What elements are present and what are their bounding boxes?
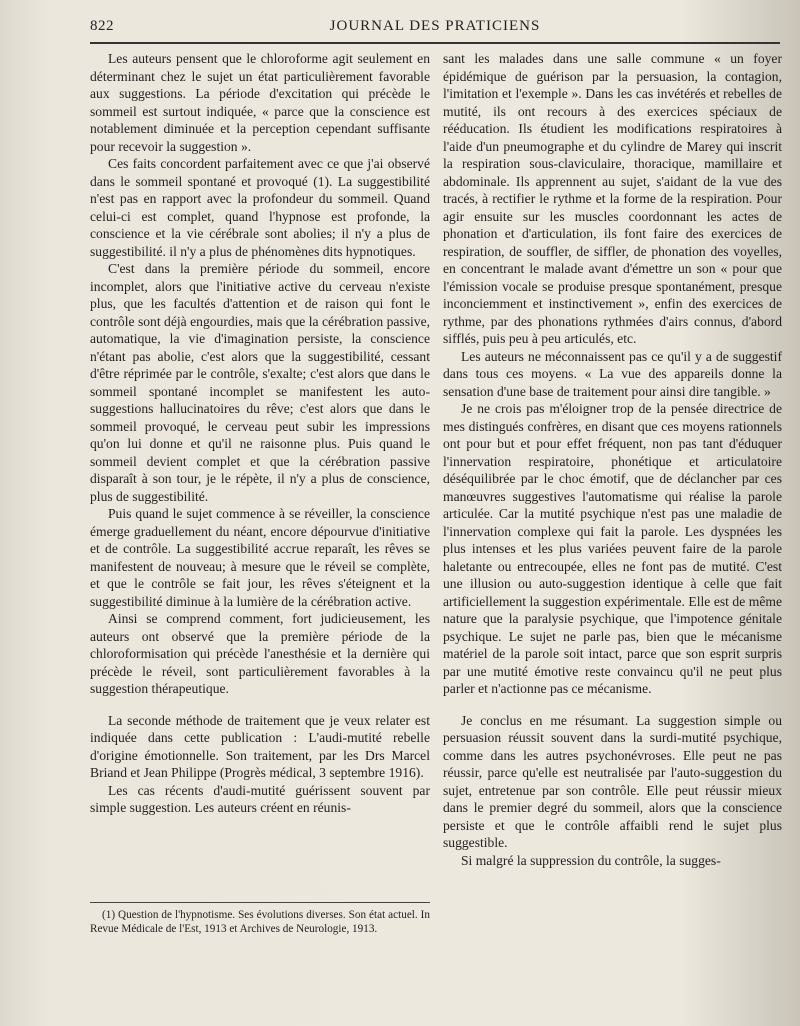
- running-title: JOURNAL DES PRATICIENS: [329, 18, 541, 34]
- footnote-rule: [90, 902, 430, 903]
- paragraph: Si malgré la suppression du contrôle, la sugges-: [461, 852, 721, 868]
- footnote: (1) Question de l'hypnotisme. Ses évolutions diverses. Son état actuel. In Revue Médicale de l'Est, 1913 et Archives de Neurologie, 1913.: [90, 909, 430, 935]
- paragraph: sant les malades dans une salle commune « un foyer épidémique de guérison par la persuasion, la contagion, l'imitation et l'exemple ». Dans les cas invétérés et rebelles de mutité, ils ont recours à des exercices spéciaux de rééducation. Ils étudient les modifications respiratoires à l'aide d'un pneumographe et du cylindre de Marey qui inscrit la respiration sous-claviculaire, thoracique, mamillaire et abdominale. Ils apprennent au sujet, s'aidant de la vue des tracés, à rectifier le rythme et la forme de la respiration. Pour agir ensuite sur les muscles coordonnant les actes de phonation et d'articulation, ils font faire des exercices de respiration, de souffler, de siffler, de phonation des voyelles, en concentrant le malade avant d'émettre un son « pour que l'émission vocale se produise presque spontanément, presque inconciemment et instinctivement », enfin des exercices de rythme, par des phonations rythmées d'airs connus, d'abord sifflés, puis peu à peu articulés, etc.: [443, 51, 782, 346]
- page-number: 822: [90, 18, 114, 34]
- header-rule: [90, 42, 780, 44]
- paragraph: Les auteurs pensent que le chloroforme agit seulement en déterminant chez le sujet un état particulièrement favorable aux suggestions. La période d'excitation qui précède le sommeil est surtout indiquée, « parce que la conscience est notablement diminuée et la perception cependant suffisante pour recevoir la suggestion ».: [90, 51, 430, 154]
- paragraph: Je ne crois pas m'éloigner trop de la pensée directrice de mes distingués confrères, en disant que ces moyens rationnels ont pour but et pour effet fréquent, non pas tant d'éduquer l'innervation respiratoire, phonétique et articulatoire déséquilibrée par le choc émotif, que de déclancher par ces manœuvres suggestives l'automatisme qui réalise la parole articulée. Car la mutité psychique n'est pas une maladie de l'innervation complexe qui fait la parole. Les dyspnées les plus intenses et les plus variées peuvent faire de la parole haletante ou entrecoupée, elles ne font pas de mutité. C'est une illusion ou auto-suggestion identique à celle que fait artificiellement la suggestion expérimentale. Elle est de même nature que la paralysie psychique, que l'impotence génitale psychique. Le sujet ne parle pas, bien que le mécanisme matériel de la parole soit intact, parce que son esprit surpris par une mutité émotive reste convaincu qu'il ne peut plus parler et n'actionne pas ce mécanisme.: [443, 401, 782, 696]
- paragraph: C'est dans la première période du sommeil, encore incomplet, alors que l'initiative active du cerveau n'existe plus, que les facultés d'attention et de raison qui font le contrôle sont déjà engourdies, mais que la cérébration passive, automatique, la vie d'imagination persiste, la conscience n'étant pas abolie, c'est alors que la suggestibilité, cessant d'être réprimée par le contrôle, s'exalte; c'est alors que dans le sommeil spontané incomplet se manifestent les auto-suggestions hallucinatoires du rêve; c'est alors que dans le sommeil provoqué, le cerveau peut subir les impressions qu'on lui donne et qu'il ne raisonne plus. Puis quand le sommeil devient complet et que la cérébration passive disparaît à son tour, je le répète, il n'y a plus de conscience, plus de suggestibilité.: [90, 261, 430, 504]
- paragraph: Les auteurs ne méconnaissent pas ce qu'il y a de suggestif dans tous ces moyens. « La vue des appareils donne la sensation d'une base de traitement pour ainsi dire tangible. »: [443, 348, 782, 399]
- right-column: [443, 50, 782, 869]
- paragraph: Je conclus en me résumant. La suggestion simple ou persuasion réussit souvent dans la surdi-mutité psychique, comme dans les autres psychonévroses. Elle peut ne pas réussir, parce qu'elle est neutralisée par l'auto-suggestion du sujet, entretenue par son contrôle. Elle peut réussir mieux dans le premier degré du sommeil, alors que la conscience persiste et que le contrôle affaibli rend le sujet plus suggestible.: [443, 712, 782, 850]
- paragraph: La seconde méthode de traitement que je veux relater est indiquée dans cette publication : L'audi-mutité rebelle d'origine émotionnelle. Son traitement, par les Drs Marcel Briand et Jean Philippe (Progrès médical, 3 septembre 1916).: [90, 712, 430, 780]
- paragraph: Ces faits concordent parfaitement avec ce que j'ai observé dans le sommeil spontané et provoqué (1). La suggestibilité n'est pas en rapport avec la profondeur du sommeil. Quand celui-ci est complet, quand l'hypnose est profonde, la conscience et la vie cérébrale sont abolies; il n'y a plus de suggestibilité. il n'y a plus de phénomènes dits hypnotiques.: [90, 156, 430, 259]
- paragraph: Les cas récents d'audi-mutité guérissent souvent par simple suggestion. Les auteurs créent en réunis-: [90, 782, 430, 815]
- paragraph: Ainsi se comprend comment, fort judicieusement, les auteurs ont observé que la première période de la chloroformisation qui précède l'anesthésie et la dernière qui précède le réveil, sont particulièrement favorables à la suggestion thérapeutique.: [90, 611, 430, 696]
- left-column: [90, 50, 430, 817]
- paragraph: Puis quand le sujet commence à se réveiller, la conscience émerge graduellement du néant, encore dépourvue d'initiative et de contrôle. La suggestibilité accrue reparaît, les rêves se manifestent de nouveau; à mesure que le réveil se complète, et que le contrôle se fait jour, les rêves s'éteignent et la suggestibilité diminue à la lumière de la cérébration active.: [90, 506, 430, 609]
- page-header: [90, 14, 780, 38]
